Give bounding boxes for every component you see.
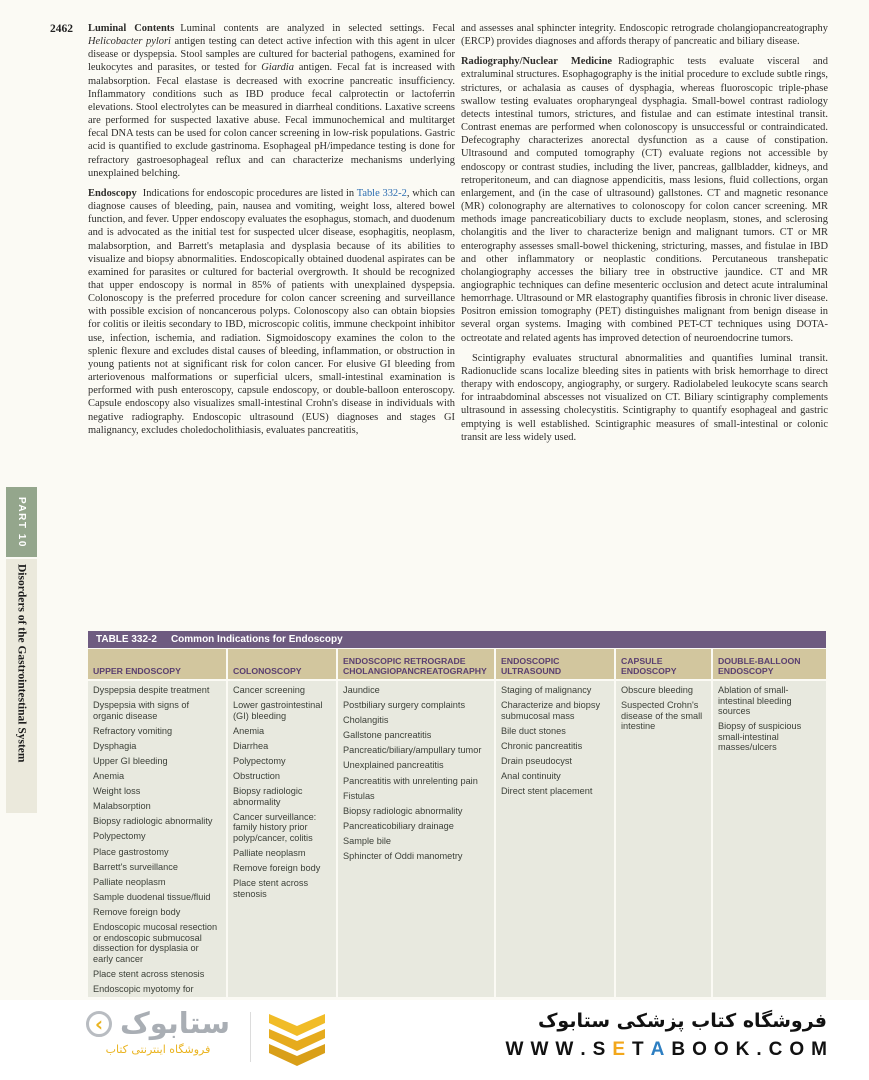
table-cell-item: Weight loss: [93, 786, 141, 797]
table-cell-item: Place stent across stenosis: [93, 968, 205, 979]
section-title-text: Disorders of the Gastrointestinal System: [15, 564, 28, 763]
table-cell-item: Obscure bleeding: [621, 685, 694, 695]
logo-divider: [250, 1012, 251, 1062]
table-cell-item: Refractory vomiting: [93, 725, 173, 736]
table-cell-item: Palliate neoplasm: [233, 848, 306, 859]
table-title: Common Indications for Endoscopy: [170, 634, 343, 645]
body-text: Luminal contents are analyzed in selected settings. Fecal: [180, 23, 455, 34]
footer-url[interactable]: [499, 1039, 827, 1061]
table-cell-item: Remove foreign body: [93, 906, 181, 917]
table-cell-item: Upper GI bleeding: [93, 755, 168, 766]
left-text-column: [88, 22, 455, 628]
table-cell-item: Sphincter of Oddi manometry: [343, 851, 463, 862]
table-cell-item: Suspected Crohn's disease of the small intestine: [621, 700, 703, 732]
table-cell-item: Diarrhea: [233, 740, 269, 751]
heading-luminal-contents: Luminal Contents: [88, 23, 175, 34]
table-cell-item: Characterize and biopsy submucosal mass: [501, 700, 601, 721]
table-cell-item: Obstruction: [233, 771, 280, 782]
footer-text-block: [499, 1010, 827, 1061]
right-text-column: [461, 22, 828, 628]
table-cell-item: Polypectomy: [93, 831, 146, 842]
table-cell-item: Biopsy radiologic abnormality: [233, 786, 303, 807]
table-cell-item: Biopsy radiologic abnormality: [93, 816, 213, 827]
table-cell-item: Sample bile: [343, 835, 392, 846]
table-cell-item: Dyspepsia despite treatment: [93, 685, 210, 695]
table-332-2: [88, 631, 826, 997]
url-letter: M: [811, 1039, 827, 1060]
paragraph-continuation: and assesses anal sphincter integrity. Endoscopic retrograde cholangiopancreatography (ERCP) provides diagnoses and affords therapy of pancreatic and biliary disease.: [461, 23, 828, 48]
page-number: 2462: [50, 23, 73, 35]
table-column-capsule-endoscopy: [616, 681, 711, 997]
body-text: Radiographic tests evaluate visceral and extraluminal structures. Esophagography is the initial procedure to exclude subtle rings, strictures, or achalasia as causes of dysphagia, whereas fluoroscopic triple-phase swallow testing evaluates oropharyngeal dysphagia. Small-bowel contrast radiology detects intestinal tumors, strictures, and fistulae and can estimate intestinal transit. Contrast enemas are performed when colonoscopy is unsuccessful or contraindicated. Defecography characterizes anorectal dysfunction as a cause of constipation. Ultrasound and computed tomography (CT) evaluate regions not accessible by endoscopy or contrast studies, including the liver, pancreas, gallbladder, kidneys, and retroperitoneum, and can diagnose appendicitis, mass lesions, fluid collections, organ enlargement, and (in the case of ultrasound) gallstones. CT and magnetic resonance (MR) colonography are alternatives to colonoscopy for colon cancer screening. MR methods image pancreaticobiliary ducts to exclude neoplasm, stones, and sclerosing cholangitis and the liver to characterize benign and malignant tumors. CT or MR enterography assesses small-bowel thickening, stricturing, masses, and fistulae in IBD and other inflammatory or neoplastic conditions. Percutaneous transhepatic cholangiography accesses the biliary tree in obstructive jaundice. CT and MR angiographic techniques can define mesenteric occlusion and detect acute intraluminal hemorrhage. Ultrasound or MR elastography quantifies fibrosis in chronic liver disease. Positron emission tomography (PET) distinguishes malignant from benign disease in several organ systems. Imaging with combined PET-CT techniques using DOTA-octreotate and related agents has improved detection of neuroendocrine tumors.: [461, 56, 828, 344]
table-332-2-crossref-link[interactable]: Table 332-2: [356, 187, 407, 199]
table-column-header-upper-endoscopy: UPPER ENDOSCOPY: [88, 649, 226, 679]
table-column-double-balloon-endoscopy: [713, 681, 826, 997]
table-cell-item: Unexplained pancreatitis: [343, 760, 444, 771]
url-letter: O: [713, 1039, 729, 1060]
logo-wordmark: ستابوک: [120, 1006, 231, 1040]
url-letter: K: [735, 1039, 750, 1060]
table-cell-item: Postbiliary surgery complaints: [343, 700, 466, 711]
table-cell-item: Jaundice: [343, 685, 380, 695]
paragraph-radiography: [461, 55, 828, 344]
table-cell-item: Gallstone pancreatitis: [343, 730, 432, 741]
table-cell-item: Place stent across stenosis: [233, 878, 309, 899]
paragraph-luminal-contents: [88, 22, 455, 180]
table-cell-item: Fistulas: [343, 790, 375, 801]
table-cell-item: Staging of malignancy: [501, 685, 592, 695]
table-header-row: [88, 649, 826, 679]
table-column-endoscopic-ultrasound: [496, 681, 614, 997]
url-letter: O: [692, 1039, 707, 1060]
table-cell-item: Cancer surveillance: family history prior polyp/cancer, colitis: [233, 811, 317, 844]
table-column-ercp: [338, 681, 494, 997]
table-label: TABLE 332-2: [96, 634, 157, 645]
url-letter: .: [580, 1039, 586, 1060]
table-cell-item: Endoscopic mucosal resection or endoscopic submucosal dissection for dysplasia or early cancer: [93, 922, 218, 964]
url-letter: W: [505, 1039, 524, 1060]
italic-species-name: Giardia: [261, 62, 294, 74]
italic-species-name: Helicobacter pylori: [88, 36, 171, 48]
table-cell-item: Lower gastrointestinal (GI) bleeding: [233, 700, 323, 721]
table-cell-item: Endoscopic myotomy for: [93, 983, 194, 994]
table-column-header-ercp: ENDOSCOPIC RETROGRADE CHOLANGIOPANCREATOGRAPHY: [338, 649, 494, 679]
table-cell-item: Cholangitis: [343, 715, 389, 726]
paragraph-scintigraphy: Scintigraphy evaluates structural abnormalities and quantifies luminal transit. Radionuclide scans localize bleeding sites in patients with brisk hemorrhage to direct therapy with endoscopy, angiography, or surgery. Radiolabeled leukocyte scans search for intraabdominal abscesses not visualized on CT. Biliary scintigraphy complements ultrasound in assessing cholecystitis. Scintigraphy to quantify esophageal and gastric emptying is well established. Scintigraphic measures of small-intestinal or colonic transit are less widely used.: [461, 352, 828, 443]
table-column-upper-endoscopy: [88, 681, 226, 997]
url-letter: E: [612, 1039, 625, 1060]
part-label: PART 10: [16, 496, 27, 548]
table-cell-item: Anal continuity: [501, 771, 561, 782]
url-letter: C: [768, 1039, 783, 1060]
table-cell-item: Barrett's surveillance: [93, 861, 178, 872]
body-text: antigen testing can detect active infection with this agent in ulcer disease or dyspepsia. Stool samples are cultured for bacterial pathogens, examined for leukocytes and parasites, or tested for: [88, 36, 455, 74]
body-text: Indications for endoscopic procedures are listed in: [142, 187, 357, 199]
heading-radiography-nuclear-medicine: Radiography/Nuclear Medicine: [461, 56, 613, 68]
table-cell-item: Palliate neoplasm: [93, 876, 166, 887]
url-letter: B: [671, 1039, 686, 1060]
table-cell-item: Malabsorption: [93, 801, 151, 812]
table-column-header-capsule-endoscopy: CAPSULE ENDOSCOPY: [616, 649, 711, 679]
table-cell-item: Pancreatitis with unrelenting pain: [343, 775, 478, 786]
table-cell-item: Bile duct stones: [501, 725, 566, 736]
table-cell-item: Cancer screening: [233, 685, 306, 695]
table-cell-item: Polypectomy: [233, 755, 286, 766]
gold-chevrons-icon: [266, 1012, 328, 1068]
table-column-header-double-balloon-endoscopy: DOUBLE-BALLOON ENDOSCOPY: [713, 649, 826, 679]
table-cell-item: Dyspepsia with signs of organic disease: [93, 700, 190, 721]
url-letter: A: [650, 1039, 665, 1060]
heading-endoscopy: Endoscopy: [88, 187, 137, 199]
table-cell-item: Anemia: [233, 725, 265, 736]
table-cell-item: Pancreaticobiliary drainage: [343, 820, 454, 831]
sidebar-section-title: [6, 559, 37, 813]
table-cell-item: Anemia: [93, 771, 125, 782]
url-letter: .: [756, 1039, 762, 1060]
logo-tagline: فروشگاه اینترنتی کتاب: [105, 1042, 211, 1056]
table-cell-item: Place gastrostomy: [93, 846, 169, 857]
logo-arrow-icon: ‹: [86, 1011, 112, 1037]
sidebar-part-tab: [6, 487, 37, 557]
url-letter: O: [789, 1039, 805, 1060]
url-letter: W: [530, 1039, 549, 1060]
table-cell-item: Remove foreign body: [233, 863, 321, 874]
table-body-row: [88, 681, 826, 997]
table-cell-item: Direct stent placement: [501, 786, 593, 797]
table-cell-item: Drain pseudocyst: [501, 755, 572, 766]
body-text: antigen. Fecal fat is increased with malabsorption. Fecal elastase is decreased with exocrine pancreatic insufficiency. Inflammatory conditions such as IBD produce fecal calprotectin or lactoferrin elevations. Stool electrolytes can be measured in diarrheal conditions. Laxative screens are performed for suspected laxative abuse. Fecal immunochemical and multitarget fecal DNA tests can be used for colon cancer screening in low-risk populations. Gastric acid is quantified to exclude gastrinoma. Esophageal pH/impedance testing is done for refractory gastroesophageal reflux and can characterize mechanisms underlying unexplained belching.: [88, 62, 455, 179]
body-text: , which can diagnose causes of bleeding, pain, nausea and vomiting, weight loss, altered bowel function, and fever. Upper endoscopy evaluates the esophagus, stomach, and duodenum and is advocated as the initial test for suspected ulcer disease, esophagitis, neoplasm, malabsorption, and Barrett's metaplasia and dysplasia because of its abilities to visualize and biopsy abnormalities. Endoscopically obtained duodenal aspirates can be examined for parasites or cultured for bacterial overgrowth. It should be recognized that upper endoscopy is normal in 85% of patients with unexplained dyspepsia. Colonoscopy is the preferred procedure for colon cancer screening and surveillance with possible excision of noncancerous polyps. Colonoscopy also can obtain biopsies for colitis or ileitis secondary to IBD, microscopic colitis, immune checkpoint inhibitor use, infection, ischemia, and radiation. Sigmoidoscopy examines the colon to the splenic flexure and excludes distal causes of bleeding, inflammation, or obstruction in young patients not at significant risk for colon cancer. For elusive GI bleeding from arteriovenous malformations or superficial ulcers, small-intestinal examination is performed with push enteroscopy, capsule endoscopy, or double-balloon enteroscopy. Capsule endoscopy also visualizes small-intestinal Crohn's disease in individuals with negative radiography. Endoscopic ultrasound (EUS) diagnoses and stages GI malignancy, excludes choledocholithiasis, evaluates pancreatitis,: [88, 187, 455, 436]
table-cell-item: Biopsy of suspicious small-intestinal masses/ulcers: [718, 721, 802, 753]
table-cell-item: Pancreatic/biliary/ampullary tumor: [343, 745, 482, 756]
table-column-header-colonoscopy: COLONOSCOPY: [228, 649, 336, 679]
table-cell-item: Sample duodenal tissue/fluid: [93, 891, 211, 902]
paragraph-endoscopy: [88, 187, 455, 437]
footer-watermark: [0, 1000, 869, 1080]
url-letter: T: [632, 1039, 644, 1060]
footer-persian-title: فروشگاه کتاب پزشکی ستابوک: [537, 1010, 827, 1032]
table-cell-item: Ablation of small-intestinal bleeding sources: [718, 685, 792, 717]
table-cell-item: Biopsy radiologic abnormality: [343, 805, 463, 816]
url-letter: W: [555, 1039, 574, 1060]
setabook-logo: [86, 1008, 230, 1056]
table-column-colonoscopy: [228, 681, 336, 997]
table-column-header-endoscopic-ultrasound: ENDOSCOPIC ULTRASOUND: [496, 649, 614, 679]
table-title-bar: [88, 631, 826, 648]
url-letter: S: [592, 1039, 606, 1060]
table-cell-item: Dysphagia: [93, 740, 137, 751]
table-cell-item: Chronic pancreatitis: [501, 740, 583, 751]
